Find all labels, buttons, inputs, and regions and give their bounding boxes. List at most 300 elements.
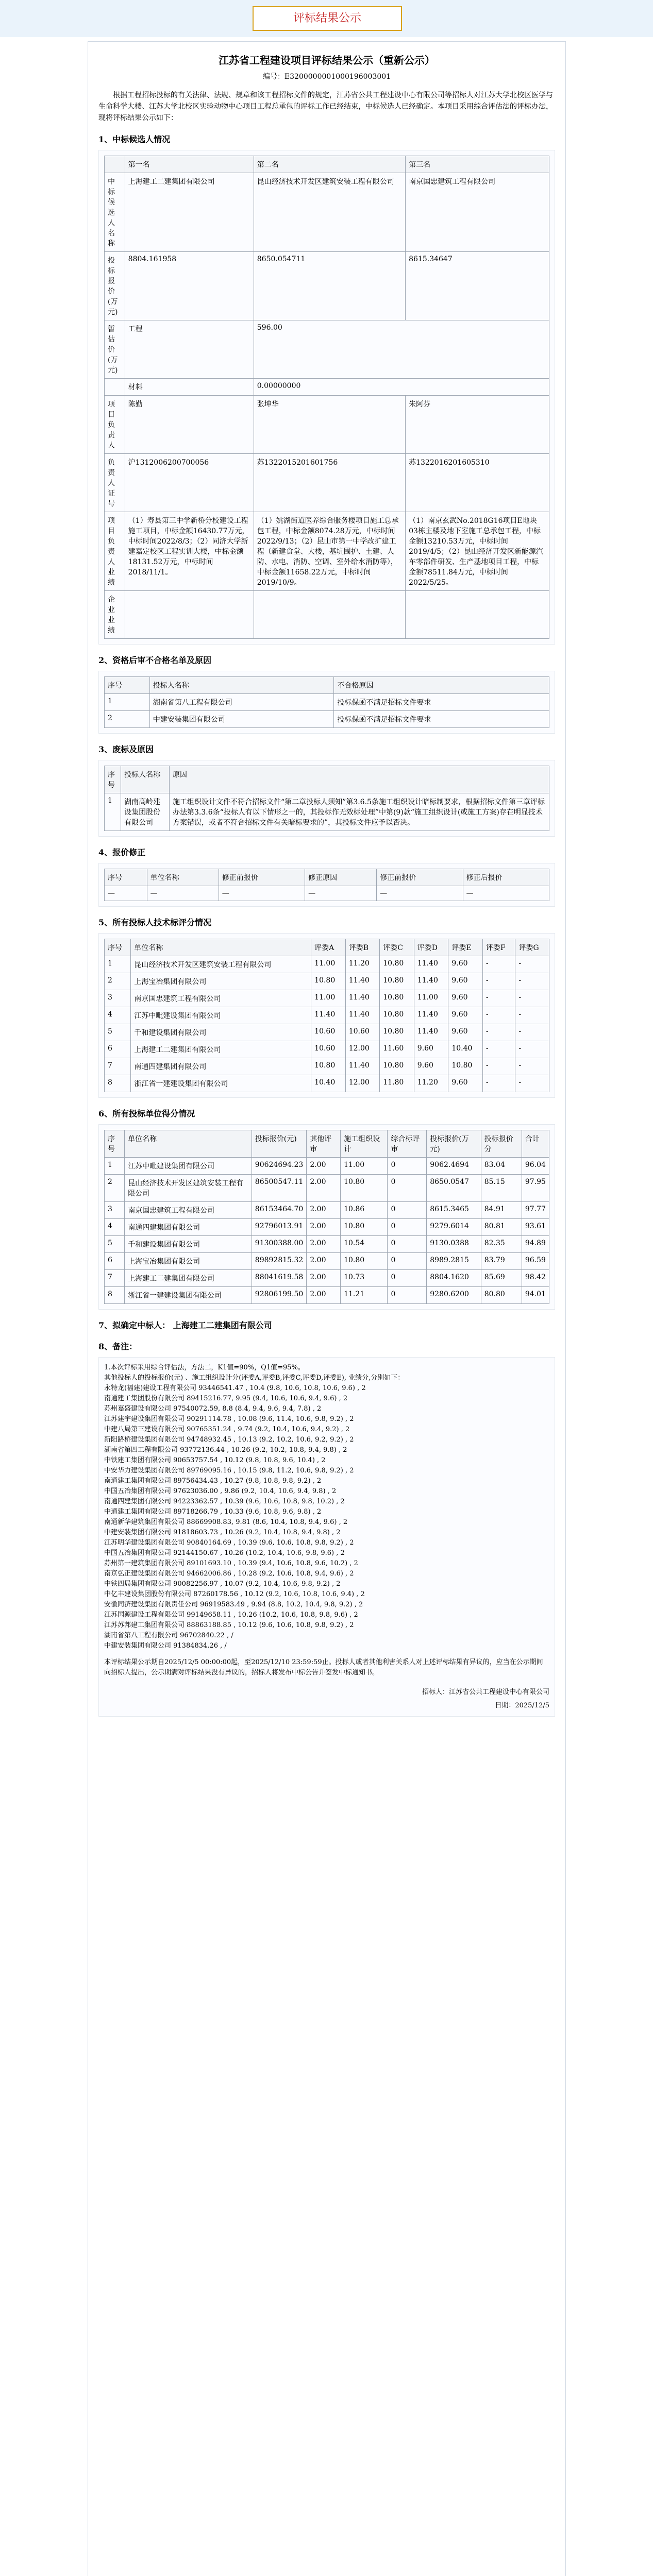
section-1-title: 1、中标候选人情况: [98, 134, 171, 144]
table-header-cell: 序号: [105, 939, 131, 956]
table-cell: 0: [388, 1253, 427, 1270]
table-cell: 10.80: [380, 990, 414, 1007]
table-cell: 南京国忠建筑工程有限公司: [125, 1202, 252, 1219]
table-cell: 10.80: [341, 1253, 388, 1270]
spacer: [104, 1651, 549, 1657]
table-cell: -: [515, 1024, 549, 1041]
section-5-box: [98, 933, 555, 1098]
table-row: [105, 1175, 549, 1202]
table-cell: 1: [105, 793, 121, 831]
note-line: 湖南省第八工程有限公司 96702840.22 , /: [104, 1632, 233, 1639]
table-cell: 7: [105, 1270, 125, 1287]
note-line: 新阳路桥建设集团有限公司 94748932.45 , 10.13 (9.2, 10.2, 10.6, 9.2, 9.2) , 2: [104, 1436, 354, 1444]
table-cell: 张坤华: [254, 396, 405, 454]
table-row: [105, 990, 549, 1007]
table-header-cell: 施工组织设计: [341, 1130, 388, 1158]
table-header-cell: 原因: [170, 766, 549, 793]
table-cell: 湖南高岭建设集团股份有限公司: [121, 793, 170, 831]
table-cell: 材料: [125, 379, 254, 396]
table-cell: 南通四建集团有限公司: [131, 1058, 311, 1075]
table-row: [105, 591, 549, 639]
table-header-cell: 单位名称: [147, 869, 219, 886]
table-cell: 11.40: [311, 1007, 346, 1024]
table-cell: 4: [105, 1007, 131, 1024]
table-cell: 投标保函不满足招标文件要求: [334, 711, 549, 728]
table-header-cell: 合计: [522, 1130, 549, 1158]
table-cell: [406, 591, 549, 639]
table-cell: 12.00: [345, 1041, 380, 1058]
table-cell: 企业业绩: [105, 591, 125, 639]
table-cell: —: [219, 886, 305, 901]
table-cell: 8615.34647: [406, 252, 549, 320]
note-line: 其他投标人的投标报价(元) 、施工组织设计分(评委A,评委B,评委C,评委D,评委E), 业绩分,分别如下：: [104, 1374, 405, 1382]
note-line: 中铁建工集团有限公司 90653757.54 , 10.12 (9.8, 10.8, 9.6, 10.4) , 2: [104, 1456, 326, 1464]
table-row: [105, 173, 549, 252]
note-line: 南通四建集团有限公司 94223362.57 , 10.39 (9.6, 10.6, 10.8, 9.8, 10.2) , 2: [104, 1498, 345, 1505]
table-cell: -: [515, 1041, 549, 1058]
table-cell: 2.00: [307, 1202, 341, 1219]
table-cell: 苏1322015201601756: [254, 454, 405, 512]
table-cell: 3: [105, 990, 131, 1007]
table-cell: 92796013.91: [252, 1219, 307, 1236]
table-header-cell: 投标报价(元): [252, 1130, 307, 1158]
table-cell: 0: [388, 1219, 427, 1236]
table-cell: 9.60: [448, 990, 483, 1007]
table-cell: 江苏中毗建设集团有限公司: [131, 1007, 311, 1024]
table-cell: 88041619.58: [252, 1270, 307, 1287]
table-cell: 苏1322016201605310: [406, 454, 549, 512]
table-cell: 10.73: [341, 1270, 388, 1287]
table-cell: 2.00: [307, 1158, 341, 1175]
table-cell: -: [482, 1007, 515, 1024]
table-cell: 2.00: [307, 1253, 341, 1270]
table-cell: 中建安装集团有限公司: [149, 711, 334, 728]
table-cell: -: [515, 973, 549, 990]
table-cell: 86500547.11: [252, 1175, 307, 1202]
table-header-cell: 序号: [105, 869, 147, 886]
table-cell: -: [515, 956, 549, 973]
note-line: 南通建工集团股份有限公司 89415216.77, 9.95 (9.4, 10.6, 10.6, 9.4, 9.6) , 2: [104, 1395, 348, 1402]
section-2-title: 2、资格后审不合格名单及原因: [98, 655, 212, 665]
table-cell: 11.80: [380, 1075, 414, 1092]
table-cell: 暂估价(万元): [105, 320, 125, 379]
price-correction-table: [104, 869, 549, 901]
table-header-cell: 投标人名称: [121, 766, 170, 793]
table-header-cell: 投标报价分: [481, 1130, 522, 1158]
note-line: 苏州第一建筑集团有限公司 89101693.10 , 10.39 (9.4, 10.6, 10.8, 9.6, 10.2) , 2: [104, 1560, 358, 1567]
content-panel: [88, 41, 566, 2576]
table-cell: 8650.054711: [254, 252, 405, 320]
table-cell: 82.35: [481, 1236, 522, 1253]
table-cell: 10.80: [311, 1058, 346, 1075]
note-line: 南通新华建筑集团有限公司 88669908.83, 9.81 (8.6, 10.4, 10.8, 9.4, 9.6) , 2: [104, 1518, 348, 1526]
spacer: [104, 1678, 549, 1687]
table-cell: [105, 379, 125, 396]
table-cell: 0: [388, 1175, 427, 1202]
table-cell: 86153464.70: [252, 1202, 307, 1219]
table-cell: 项目负责人业绩: [105, 512, 125, 591]
note-line: 南通建工集团有限公司 89756434.43 , 10.27 (9.8, 10.8, 9.8, 9.2) , 2: [104, 1477, 322, 1485]
table-cell: -: [482, 990, 515, 1007]
table-cell: -: [515, 1007, 549, 1024]
table-cell: 11.20: [414, 1075, 448, 1092]
table-cell: 91300388.00: [252, 1236, 307, 1253]
note-line: 中国五冶集团有限公司 97623036.00 , 9.86 (9.2, 10.4, 10.6, 9.4, 9.8) , 2: [104, 1487, 337, 1495]
table-cell: 10.80: [448, 1058, 483, 1075]
signer-line: 招标人：江苏省公共工程建设中心有限公司: [422, 1688, 549, 1696]
section-4-box: [98, 863, 555, 907]
table-cell: 陈勤: [125, 396, 254, 454]
table-cell: [125, 591, 254, 639]
table-header-row: [105, 677, 549, 694]
table-cell: 上海宝冶集团有限公司: [125, 1253, 252, 1270]
table-header-cell: 其他评审: [307, 1130, 341, 1158]
table-cell: 9.60: [448, 1007, 483, 1024]
table-cell: -: [482, 973, 515, 990]
intro-text: 根据工程招标投标的有关法律、法规、规章和该工程招标文件的规定，江苏省公共工程建设中心有限公司等招标人对江苏大学北校区医学与生命科学大楼、江苏大学北校区实验动物中心项目工程总承包的评标工作已经结束，中标候选人已经确定。本项目采用综合评估法的评标办法，现将评标结果公示如下：: [98, 91, 553, 122]
table-cell: 10.80: [380, 973, 414, 990]
table-header-row: [105, 1130, 549, 1158]
table-cell: 93.61: [522, 1219, 549, 1236]
winner-name: 上海建工二建集团有限公司: [173, 1320, 272, 1330]
table-row: [105, 956, 549, 973]
section-3-box: [98, 760, 555, 837]
table-cell: —: [463, 886, 549, 901]
table-cell: 96.59: [522, 1253, 549, 1270]
note-line: 中安华力建设集团有限公司 89769095.16 , 10.15 (9.8, 11.2, 10.6, 9.8, 9.2) , 2: [104, 1467, 354, 1475]
table-cell: 83.79: [481, 1253, 522, 1270]
table-cell: 9.60: [448, 1024, 483, 1041]
table-row: [105, 1058, 549, 1075]
section-4-title: 4、报价修正: [98, 848, 146, 857]
table-cell: 南通四建集团有限公司: [125, 1219, 252, 1236]
header-title: 评标结果公示: [253, 6, 402, 31]
note-line: 中建安装集团有限公司 91818603.73 , 10.26 (9.2, 10.4, 10.8, 9.4, 9.8) , 2: [104, 1529, 341, 1536]
note-line: 安徽同济建设集团有限责任公司 96919583.49 , 9.94 (8.8, 10.2, 10.4, 9.8, 9.2) , 2: [104, 1601, 363, 1608]
table-cell: 南京国忠建筑工程有限公司: [406, 173, 549, 252]
table-cell: 11.40: [345, 973, 380, 990]
table-header-cell: 修正前报价: [377, 869, 463, 886]
table-cell: 10.80: [380, 1024, 414, 1041]
table-header-cell: 评委F: [482, 939, 515, 956]
table-header-cell: 综合标评审: [388, 1130, 427, 1158]
table-cell: 10.54: [341, 1236, 388, 1253]
table-cell: 11.40: [414, 1007, 448, 1024]
table-row: [105, 1270, 549, 1287]
table-cell: 9.60: [448, 1075, 483, 1092]
table-cell: —: [105, 886, 147, 901]
table-cell: 1: [105, 694, 150, 711]
table-cell: 2: [105, 711, 150, 728]
table-cell: 10.86: [341, 1202, 388, 1219]
section-1-box: [98, 150, 555, 645]
section-7-label: 7、拟确定中标人：: [98, 1320, 171, 1330]
note-line: 南京弘正建设集团有限公司 94662006.86 , 10.28 (9.2, 10.6, 10.8, 9.4, 9.6) , 2: [104, 1570, 354, 1578]
table-row: [105, 320, 549, 379]
table-cell: -: [515, 1058, 549, 1075]
table-cell: 江苏中毗建设集团有限公司: [125, 1158, 252, 1175]
table-cell: 84.91: [481, 1202, 522, 1219]
section-6-box: [98, 1124, 555, 1310]
table-cell: 85.15: [481, 1175, 522, 1202]
table-cell: 85.69: [481, 1270, 522, 1287]
table-cell: -: [482, 1041, 515, 1058]
table-header-row: [105, 939, 549, 956]
table-row: [105, 793, 549, 831]
table-cell: -: [482, 956, 515, 973]
table-header-cell: [105, 156, 125, 173]
table-cell: -: [482, 1058, 515, 1075]
table-header-cell: 修正后报价: [463, 869, 549, 886]
note-line: 1.本次评标采用综合评估法，方法二，K1值=90%，Q1值=95%。: [104, 1364, 305, 1371]
table-cell: 0: [388, 1236, 427, 1253]
table-cell: 2.00: [307, 1270, 341, 1287]
table-cell: 10.60: [311, 1024, 346, 1041]
table-cell: 98.42: [522, 1270, 549, 1287]
section-3-title: 3、废标及原因: [98, 744, 154, 754]
table-header-cell: 不合格原因: [334, 677, 549, 694]
table-cell: —: [305, 886, 377, 901]
table-row: [105, 512, 549, 591]
table-cell: 11.00: [414, 990, 448, 1007]
table-cell: 朱阿芬: [406, 396, 549, 454]
table-cell: 96.04: [522, 1158, 549, 1175]
table-header-cell: 投标人名称: [149, 677, 334, 694]
table-cell: 投标报价(万元): [105, 252, 125, 320]
table-cell: 投标保函不满足招标文件要求: [334, 694, 549, 711]
table-cell: 10.80: [380, 1007, 414, 1024]
table-cell: 10.80: [341, 1175, 388, 1202]
note-line: 江苏明华建设集团有限公司 90840164.69 , 10.39 (9.6, 10.6, 10.8, 9.8, 9.2) , 2: [104, 1539, 354, 1547]
table-cell: 9130.0388: [427, 1236, 481, 1253]
table-cell: 2.00: [307, 1175, 341, 1202]
table-cell: 中标候选人名称: [105, 173, 125, 252]
table-cell: 10.80: [380, 956, 414, 973]
table-cell: -: [482, 1024, 515, 1041]
table-cell: 8804.1620: [427, 1270, 481, 1287]
table-cell: 11.00: [341, 1158, 388, 1175]
note-line: 苏州嘉盛建设有限公司 97540072.59, 8.8 (8.4, 9.4, 9.6, 9.4, 7.8) , 2: [104, 1405, 322, 1413]
note-line: 江苏国源建设工程有限公司 99149658.11 , 10.26 (10.2, 10.6, 10.8, 9.8, 9.6) , 2: [104, 1611, 358, 1619]
table-cell: -: [515, 1075, 549, 1092]
table-header-row: [105, 766, 549, 793]
table-cell: 92806199.50: [252, 1287, 307, 1304]
table-cell: 97.95: [522, 1175, 549, 1202]
table-cell: 沪1312006200700056: [125, 454, 254, 512]
table-row: [105, 396, 549, 454]
note-line: 中国五冶集团有限公司 92144150.67 , 10.26 (10.2, 10.4, 10.6, 9.8, 9.6) , 2: [104, 1549, 345, 1557]
table-row: [105, 454, 549, 512]
table-header-cell: 序号: [105, 1130, 125, 1158]
table-header-cell: 投标报价(万元): [427, 1130, 481, 1158]
notes-box: [98, 1357, 555, 1717]
table-cell: 10.80: [311, 973, 346, 990]
table-row: [105, 1219, 549, 1236]
table-cell: 8: [105, 1287, 125, 1304]
table-cell: 项目负责人: [105, 396, 125, 454]
doc-code-label: 编号: [262, 73, 277, 81]
table-cell: 施工组织设计文件不符合招标文件“第二章投标人须知”第3.6.5条施工组织设计暗标制要求，根据招标文件第三章评标办法第3.3.6条“投标人有以下情形之一的，其投标作无效标处理”中第(9)款“施工组织设计(或施工方案)存在明显技术方案错误，或者不符合招标文件有关暗标要求的”，其投标文件应予以否决。: [170, 793, 549, 831]
table-cell: 2: [105, 973, 131, 990]
table-cell: 9.60: [448, 973, 483, 990]
note-line: 江苏建宇建设集团有限公司 90291114.78 , 10.08 (9.6, 11.4, 10.6, 9.8, 9.2) , 2: [104, 1415, 354, 1423]
table-cell: 11.40: [414, 956, 448, 973]
table-cell: 上海建工二建集团有限公司: [125, 173, 254, 252]
section-7-title: [98, 1319, 555, 1331]
table-cell: 94.89: [522, 1236, 549, 1253]
table-cell: 5: [105, 1024, 131, 1041]
section-5-title: 5、所有投标人技术标评分情况: [98, 918, 212, 927]
table-cell: 负责人证号: [105, 454, 125, 512]
table-row: [105, 1024, 549, 1041]
table-cell: （1）姚湖街道医养综合服务楼项目施工总承包工程，中标金额8074.28万元，中标时间2022/9/13；（2）昆山市第一中学改扩建工程（新建食堂、大楼，基坑围护、土建、人防、水电、消防、空调、室外给水消防等），中标金额11658.22万元，中标时间2019/10/9。: [254, 512, 405, 591]
note-line: 中建安装集团有限公司 91384834.26 , /: [104, 1642, 227, 1650]
table-header-cell: 评委G: [515, 939, 549, 956]
table-cell: （1）南京玄武No.2018G16项目E地块03栋主楼及地下室施工总承包工程，中标金额13210.53万元，中标时间2019/4/5；（2）昆山经济开发区新能源汽车零部件研发、生产基地项目工程，中标金额78511.84万元，中标时间2022/5/25。: [406, 512, 549, 591]
section-2-box: [98, 671, 555, 734]
table-cell: [254, 591, 405, 639]
table-header-cell: 评委C: [380, 939, 414, 956]
table-row: [105, 711, 549, 728]
table-header-cell: 单位名称: [125, 1130, 252, 1158]
rejected-bid-table: [104, 766, 549, 831]
table-cell: 89892815.32: [252, 1253, 307, 1270]
table-header-row: [105, 156, 549, 173]
table-cell: 10.60: [345, 1024, 380, 1041]
table-header-cell: 序号: [105, 677, 150, 694]
table-cell: 昆山经济技术开发区建筑安装工程有限公司: [131, 956, 311, 973]
table-cell: 南京国忠建筑工程有限公司: [131, 990, 311, 1007]
table-cell: 2.00: [307, 1236, 341, 1253]
table-cell: 8615.3465: [427, 1202, 481, 1219]
table-cell: 90624694.23: [252, 1158, 307, 1175]
table-cell: —: [147, 886, 219, 901]
table-cell: 9.60: [414, 1058, 448, 1075]
table-header-cell: 评委B: [345, 939, 380, 956]
table-cell: 97.77: [522, 1202, 549, 1219]
table-cell: 浙江省一建建设集团有限公司: [131, 1075, 311, 1092]
table-header-cell: 评委E: [448, 939, 483, 956]
section-8-title: 8、备注：: [98, 1342, 138, 1351]
table-cell: 浙江省一建建设集团有限公司: [125, 1287, 252, 1304]
note-line: 江苏苏邦建工集团有限公司 88863188.85 , 10.12 (9.6, 10.6, 10.8, 9.8, 9.2) , 2: [104, 1621, 354, 1629]
table-header-cell: 第一名: [125, 156, 254, 173]
note-line: 中建八局第三建设有限公司 90765351.24 , 9.74 (9.2, 10.4, 10.6, 9.4, 9.2) , 2: [104, 1426, 350, 1433]
date-line: 日期：2025/12/5: [495, 1702, 549, 1709]
table-cell: 11.20: [345, 956, 380, 973]
table-row: [105, 973, 549, 990]
table-cell: 10.80: [380, 1058, 414, 1075]
note-line: 中铁四局集团有限公司 90082256.97 , 10.07 (9.2, 10.4, 10.6, 9.8, 9.2) , 2: [104, 1580, 341, 1588]
table-header-cell: 序号: [105, 766, 121, 793]
publication-period: 本评标结果公示期自2025/12/5 00:00:00起，至2025/12/10 23:59:59止。投标人或者其他利害关系人对上述评标结果有异议的，应当在公示期间向招标人提出，公示期满对评标结果没有异议的，招标人将发布中标公告并签发中标通知书。: [104, 1658, 543, 1676]
table-cell: 8989.2815: [427, 1253, 481, 1270]
table-cell: 工程: [125, 320, 254, 379]
table-cell: 11.60: [380, 1041, 414, 1058]
technical-score-table: [104, 939, 549, 1092]
table-cell: 4: [105, 1219, 125, 1236]
table-cell: 8650.0547: [427, 1175, 481, 1202]
table-cell: 6: [105, 1253, 125, 1270]
table-row: [105, 252, 549, 320]
table-cell: 上海建工二建集团有限公司: [131, 1041, 311, 1058]
table-cell: 9.60: [414, 1041, 448, 1058]
table-cell: 8: [105, 1075, 131, 1092]
table-cell: 11.21: [341, 1287, 388, 1304]
note-line: 中亿丰建设集团股份有限公司 87260178.56 , 10.12 (9.2, 10.6, 10.8, 10.6, 9.4) , 2: [104, 1590, 365, 1598]
table-row: [105, 1236, 549, 1253]
table-cell: 10.40: [311, 1075, 346, 1092]
table-header-row: [105, 869, 549, 886]
table-header-cell: 修正原因: [305, 869, 377, 886]
table-header-cell: 评委D: [414, 939, 448, 956]
table-row: [105, 379, 549, 396]
table-row: [105, 1075, 549, 1092]
table-cell: 千和建设集团有限公司: [125, 1236, 252, 1253]
table-cell: 11.40: [345, 1007, 380, 1024]
table-cell: 11.40: [345, 990, 380, 1007]
table-cell: 1: [105, 1158, 125, 1175]
table-cell: —: [377, 886, 463, 901]
table-header-cell: 单位名称: [131, 939, 311, 956]
table-cell: 11.00: [311, 956, 346, 973]
table-cell: 0: [388, 1287, 427, 1304]
doc-code: 编号：E3200000001000196003001: [262, 73, 391, 81]
table-cell: 12.00: [345, 1075, 380, 1092]
table-cell: 5: [105, 1236, 125, 1253]
doc-code-value: E3200000001000196003001: [284, 73, 391, 81]
table-row: [105, 1253, 549, 1270]
table-cell: 11.40: [414, 1024, 448, 1041]
note-line: 永特龙(福建)建设工程有限公司 93446541.47 , 10.4 (9.8, 10.6, 10.8, 10.6, 9.6) , 2: [104, 1384, 366, 1392]
table-cell: （1）寿县第三中学新桥分校建设工程施工项目，中标金额16430.77万元，中标时间2022/8/3；（2）同济大学新建嘉定校区工程实训大楼，中标金额18131.52万元，中标时间2018/11/1。: [125, 512, 254, 591]
table-cell: 94.01: [522, 1287, 549, 1304]
table-cell: 7: [105, 1058, 131, 1075]
section-6-title: 6、所有投标单位得分情况: [98, 1109, 195, 1118]
table-header-cell: 评委A: [311, 939, 346, 956]
table-cell: 8804.161958: [125, 252, 254, 320]
table-row: [105, 1287, 549, 1304]
table-cell: 9062.4694: [427, 1158, 481, 1175]
table-row: [105, 1202, 549, 1219]
table-cell: -: [482, 1075, 515, 1092]
table-cell: -: [515, 990, 549, 1007]
table-row: [105, 1007, 549, 1024]
table-header-cell: 修正前报价: [219, 869, 305, 886]
table-cell: 昆山经济技术开发区建筑安装工程有限公司: [125, 1175, 252, 1202]
table-cell: 1: [105, 956, 131, 973]
table-cell: 83.04: [481, 1158, 522, 1175]
table-cell: 0: [388, 1270, 427, 1287]
table-header-cell: 第三名: [406, 156, 549, 173]
table-cell: 6: [105, 1041, 131, 1058]
note-line: 中通建工集团有限公司 89718266.79 , 10.33 (9.6, 10.8, 9.6, 9.8) , 2: [104, 1508, 322, 1516]
table-cell: 3: [105, 1202, 125, 1219]
table-cell: 湖南省第八工程有限公司: [149, 694, 334, 711]
disqualified-table: [104, 676, 549, 728]
table-row: [105, 886, 549, 901]
table-cell: 2: [105, 1175, 125, 1202]
table-cell: 9.60: [448, 956, 483, 973]
table-cell: 9280.6200: [427, 1287, 481, 1304]
table-cell: 0: [388, 1202, 427, 1219]
table-cell: 0: [388, 1158, 427, 1175]
table-cell: 0.00000000: [254, 379, 549, 396]
table-cell: 2.00: [307, 1219, 341, 1236]
table-cell: 上海宝冶集团有限公司: [131, 973, 311, 990]
table-cell: 9279.6014: [427, 1219, 481, 1236]
table-cell: 596.00: [254, 320, 549, 379]
